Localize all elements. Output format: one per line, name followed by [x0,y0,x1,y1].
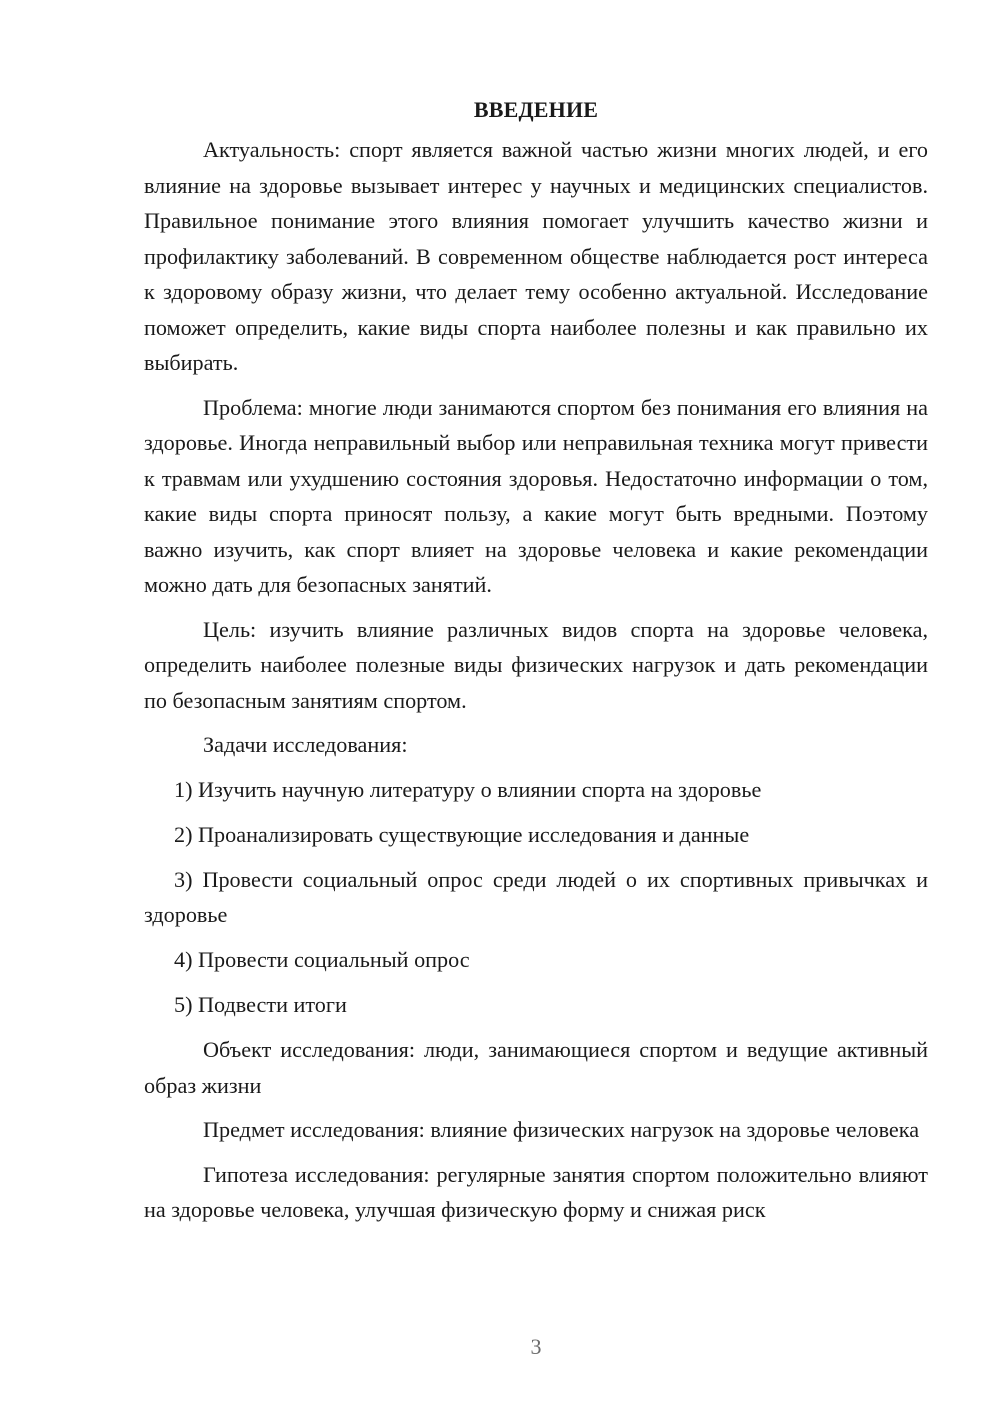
subject-paragraph: Предмет исследования: влияние физических нагрузок на здоровье человека [203,1117,920,1142]
tasks-list [144,772,928,1023]
list-item: 3) Провести социальный опрос среди людей о их спортивных привычках и здоровье [144,866,928,927]
goal-paragraph: Цель: изучить влияние различных видов спорта на здоровье человека, определить наиболее полезные виды физических нагрузок и дать рекомендации по безопасным занятиям спортом. [144,616,928,713]
list-item: 2) Проанализировать существующие исследования и данные [174,821,750,847]
problem-paragraph: Проблема: многие люди занимаются спортом без понимания его влияния на здоровье. Иногда неправильный выбор или неправильная техника могут привести к травмам или ухудшению состояния здоровья. Недостаточно информации о том, какие виды спорта приносят пользу, а какие могут быть вредными. Поэтому важно изучить, как спорт влияет на здоровье человека и какие рекомендации можно дать для безопасных занятий. [144,394,928,597]
tasks-intro: Задачи исследования: [203,732,408,757]
page-body [144,92,928,1237]
list-item: 5) Подвести итоги [174,992,347,1017]
relevance-paragraph: Актуальность: спорт является важной частью жизни многих людей, и его влияние на здоровье вызывает интерес у научных и медицинских специалистов. Правильное понимание этого влияния помогает улучшить качество жизни и профилактику заболеваний. В современном обществе наблюдается рост интереса к здоровому образу жизни, что делает тему особенно актуальной. Исследование поможет определить, какие виды спорта наиболее полезны и как правильно их выбирать. [144,137,928,375]
list-item: 1) Изучить научную литературу о влиянии спорта на здоровье [174,776,762,802]
object-paragraph: Объект исследования: люди, занимающиеся спортом и ведущие активный образ жизни [144,1037,928,1098]
page-number: 3 [530,1334,542,1359]
list-item: 4) Провести социальный опрос [174,947,470,972]
section-heading: ВВЕДЕНИЕ [473,97,599,122]
hypothesis-paragraph: Гипотеза исследования: регулярные занятия спортом положительно влияют на здоровье человека, улучшая физическую форму и снижая риск [144,1161,928,1222]
